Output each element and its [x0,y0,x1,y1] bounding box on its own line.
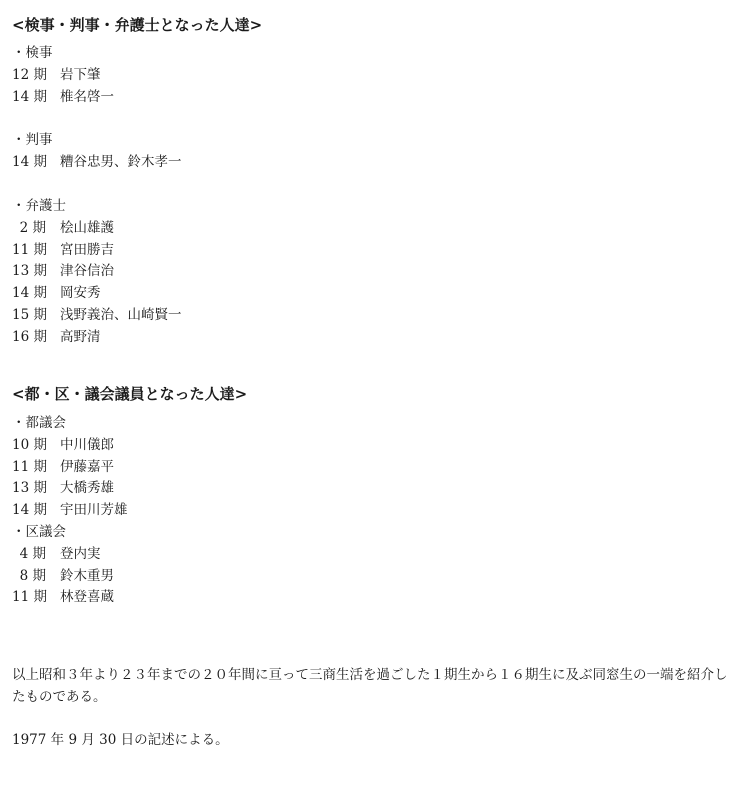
term-label: 4 期 [19,545,46,562]
list-item [12,457,128,479]
person-names: 大橋秀雄 [60,480,114,497]
group-metro-assembly [12,413,128,522]
group-ward-assembly [12,522,114,609]
list-item [12,283,182,305]
person-names: 宮田勝吉 [60,241,114,258]
source-note: 1977 年 9 月 30 日の記述による。 [12,732,229,748]
group-prosecutors [12,43,114,108]
summary-paragraph: 以上昭和３年より２３年までの２０年間に亘って三商生活を過ごした１期生から１６期生に及ぶ同窓生の一端を紹介したものである。 [12,667,728,705]
group-lawyers [12,196,182,349]
term-label: 13 期 [12,263,47,280]
term-label: 15 期 [12,306,47,323]
category-label: ・弁護士 [12,198,66,214]
list-item [12,87,114,109]
list-item [12,261,182,283]
list-item [12,218,182,240]
term-label: 14 期 [12,153,47,170]
list-item [12,478,128,500]
person-names: 高野清 [60,328,101,345]
person-names: 椎名啓一 [60,88,114,105]
category-label: ・都議会 [12,415,66,431]
list-item [12,305,182,327]
term-label: 14 期 [12,285,47,302]
person-names: 林登喜蔵 [60,589,114,606]
term-label: 8 期 [19,567,46,584]
term-label: 16 期 [12,328,47,345]
category-label: ・判事 [12,132,53,148]
list-item [12,240,182,262]
person-names: 津谷信治 [60,263,114,280]
person-names: 糟谷忠男、鈴木孝一 [60,153,182,170]
term-label: 2 期 [19,219,46,236]
person-names: 桧山雄護 [60,219,114,236]
term-label: 13 期 [12,480,47,497]
person-names: 中川儀郎 [60,436,114,453]
list-item [12,500,128,522]
person-names: 伊藤嘉平 [60,458,114,475]
list-item [12,327,182,349]
list-item [12,152,182,174]
term-label: 14 期 [12,502,47,519]
section-heading-legal: <検事・判事・弁護士となった人達> [12,16,263,34]
person-names: 宇田川芳雄 [60,502,128,519]
person-names: 浅野義治、山崎賢一 [60,306,182,323]
term-label: 11 期 [12,458,47,475]
person-names: 登内実 [60,545,101,562]
person-names: 岡安秀 [60,285,101,302]
term-label: 14 期 [12,88,47,105]
term-label: 11 期 [12,589,47,606]
person-names: 鈴木重男 [60,567,114,584]
group-judges [12,130,182,174]
list-item [12,544,114,566]
term-label: 10 期 [12,436,47,453]
category-label: ・検事 [12,45,53,61]
section-heading-assembly: <都・区・議会議員となった人達> [12,385,248,403]
list-item [12,587,114,609]
term-label: 12 期 [12,66,47,83]
list-item [12,435,128,457]
list-item [12,65,114,87]
category-label: ・区議会 [12,524,66,540]
term-label: 11 期 [12,241,47,258]
person-names: 岩下肇 [60,66,101,83]
list-item [12,566,114,588]
